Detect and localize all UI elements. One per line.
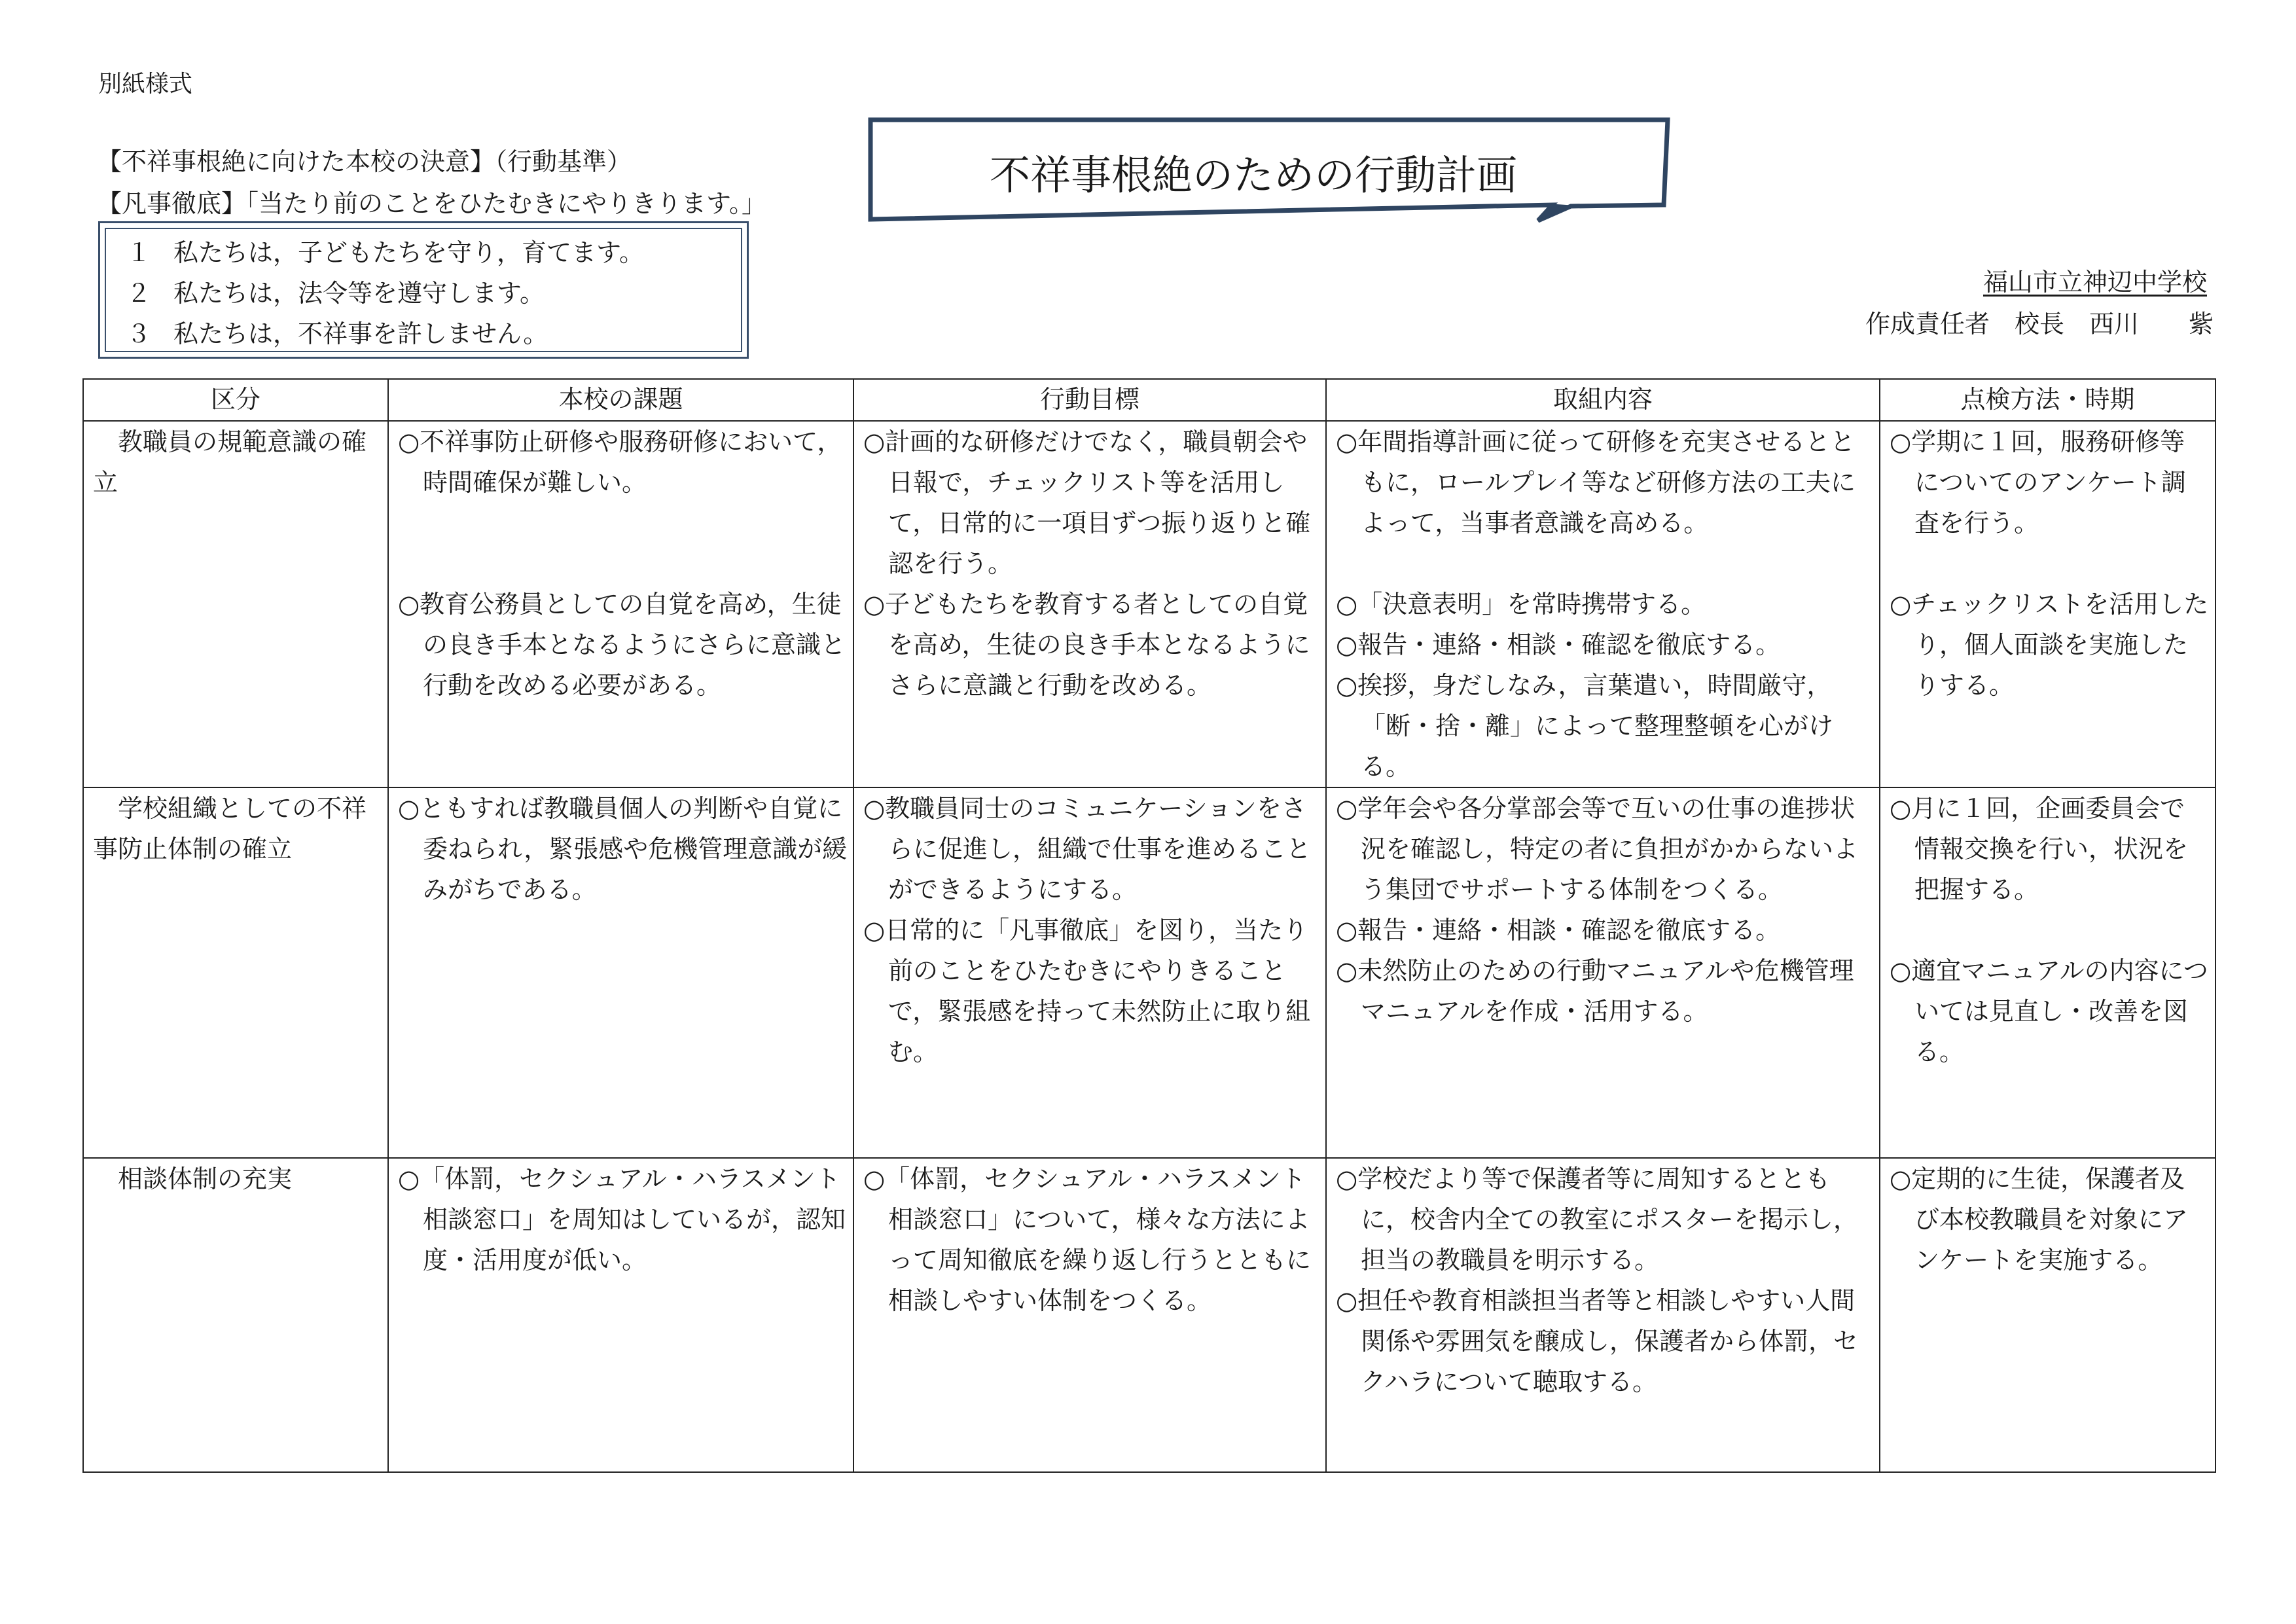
category-cell: [83, 787, 388, 1158]
header-issues: 本校の課題: [388, 379, 853, 421]
spacer: [1890, 543, 2210, 584]
header-actions: 取組内容: [1326, 379, 1880, 421]
check-item: ○学期に１回，服務研修等についてのアンケート調査を行う。: [1890, 427, 2186, 537]
category-text: 教職員の規範意識の確立: [93, 427, 367, 497]
school-name: 福山市立神辺中学校: [1982, 268, 2207, 297]
spacer: [398, 503, 848, 543]
goal-item: ○日常的に「凡事徹底」を図り，当たり前のことをひたむきにやりきることで，緊張感を持って未然防止に取り組む。: [863, 916, 1311, 1066]
pledge-number: ３: [126, 319, 152, 348]
action-item: ○「決意表明」を常時携帯する。: [1336, 590, 1706, 619]
pledge-text: 私たちは，法令等を遵守します。: [173, 279, 545, 308]
spacer: [1890, 910, 2210, 950]
check-item: ○月に１回，企画委員会で情報交換を行い，状況を把握する。: [1890, 794, 2189, 904]
form-label: 別紙様式: [98, 71, 193, 98]
pledge-item: [126, 314, 548, 350]
issues-cell: [388, 1158, 853, 1472]
table-row: [83, 787, 2215, 1158]
issue-item: ○不祥事防止研修や服務研修において，時間確保が難しい。: [398, 427, 842, 497]
action-item: ○挨拶，身だしなみ，言葉遣い，時間厳守，「断・捨・離」によって整理整頓を心がける。: [1336, 671, 1834, 781]
author-line: 作成責任者 校長 西川 紫: [1865, 310, 2214, 338]
action-item: ○報告・連絡・相談・確認を徹底する。: [1336, 630, 1781, 659]
checks-cell: [1880, 421, 2215, 787]
action-item: ○報告・連絡・相談・確認を徹底する。: [1336, 916, 1781, 945]
table-row: [83, 1158, 2215, 1472]
action-item: ○学校だより等で保護者等に周知するとともに，校舎内全ての教室にポスターを掲示し，担当の教職員を明示する。: [1336, 1164, 1859, 1274]
spacer: [1336, 543, 1874, 584]
category-text: 相談体制の充実: [118, 1164, 293, 1193]
issues-cell: [388, 787, 853, 1158]
pledge-text: 私たちは，不祥事を許しません。: [173, 319, 548, 348]
goal-item: ○教職員同士のコミュニケーションをさらに促進し，組織で仕事を進めることができるようにする。: [863, 794, 1312, 904]
pledge-text: 私たちは，子どもたちを守り，育てます。: [173, 238, 644, 267]
actions-cell: [1326, 1158, 1880, 1472]
action-item: ○未然防止のための行動マニュアルや危機管理マニュアルを作成・活用する。: [1336, 956, 1854, 1026]
check-item: ○適宜マニュアルの内容については見直し・改善を図る。: [1890, 956, 2208, 1066]
goal-item: ○「体罰，セクシュアル・ハラスメント相談窓口」について，様々な方法によって周知徹底を繰り返し行うとともに相談しやすい体制をつくる。: [863, 1164, 1312, 1315]
actions-cell: [1326, 421, 1880, 787]
motto-subheading: 【凡事徹底】「当たり前のことをひたむきにやりきります。」: [97, 189, 766, 218]
table-row: [83, 421, 2215, 787]
header-category: 区分: [83, 379, 388, 421]
action-item: ○年間指導計画に従って研修を充実させるとともに，ロールプレイ等など研修方法の工夫によって，当事者意識を高める。: [1336, 427, 1856, 537]
goal-item: ○計画的な研修だけでなく，職員朝会や日報で，チェックリスト等を活用して，日常的に一項目ずつ振り返りと確認を行う。: [863, 427, 1311, 578]
pledge-box: [98, 221, 749, 359]
goal-item: ○子どもたちを教育する者としての自覚を高め，生徒の良き手本となるようにさらに意識と行動を改める。: [863, 590, 1310, 700]
pledge-item: [126, 232, 644, 268]
table-header-row: [83, 379, 2215, 421]
checks-cell: [1880, 1158, 2215, 1472]
pledge-number: １: [126, 238, 152, 267]
page-title: 不祥事根絶のための行動計画: [989, 151, 1517, 199]
actions-cell: [1326, 787, 1880, 1158]
issues-cell: [388, 421, 853, 787]
issue-item: ○ともすれば教職員個人の判断や自覚に委ねられ，緊張感や危機管理意識が緩みがちである。: [398, 794, 848, 904]
action-plan-table: [82, 378, 2216, 1473]
goals-cell: [853, 787, 1326, 1158]
category-cell: [83, 1158, 388, 1472]
goals-cell: [853, 1158, 1326, 1472]
pledge-number: ２: [126, 279, 152, 308]
issue-item: ○教育公務員としての自覚を高め，生徒の良き手本となるようにさらに意識と行動を改める必要がある。: [398, 590, 846, 700]
action-item: ○学年会や各分掌部会等で互いの仕事の進捗状況を確認し，特定の者に負担がかからないよう集団でサポートする体制をつくる。: [1336, 794, 1859, 904]
action-item: ○担任や教育相談担当者等と相談しやすい人間関係や雰囲気を醸成し，保護者から体罰，セクハラについて聴取する。: [1336, 1286, 1859, 1396]
header-checks: 点検方法・時期: [1880, 379, 2215, 421]
goals-cell: [853, 421, 1326, 787]
pledge-item: [126, 273, 545, 309]
motto-heading: 【不祥事根絶に向けた本校の決意】（行動基準）: [97, 147, 632, 176]
category-text: 学校組織としての不祥事防止体制の確立: [93, 794, 367, 863]
spacer: [398, 543, 848, 584]
header-goals: 行動目標: [853, 379, 1326, 421]
checks-cell: [1880, 787, 2215, 1158]
issue-item: ○「体罰，セクシュアル・ハラスメント相談窓口」を周知はしているが，認知度・活用度が低い。: [398, 1164, 846, 1274]
category-cell: [83, 421, 388, 787]
check-item: ○チェックリストを活用したり，個人面談を実施したりする。: [1890, 590, 2209, 700]
check-item: ○定期的に生徒，保護者及び本校教職員を対象にアンケートを実施する。: [1890, 1164, 2189, 1274]
